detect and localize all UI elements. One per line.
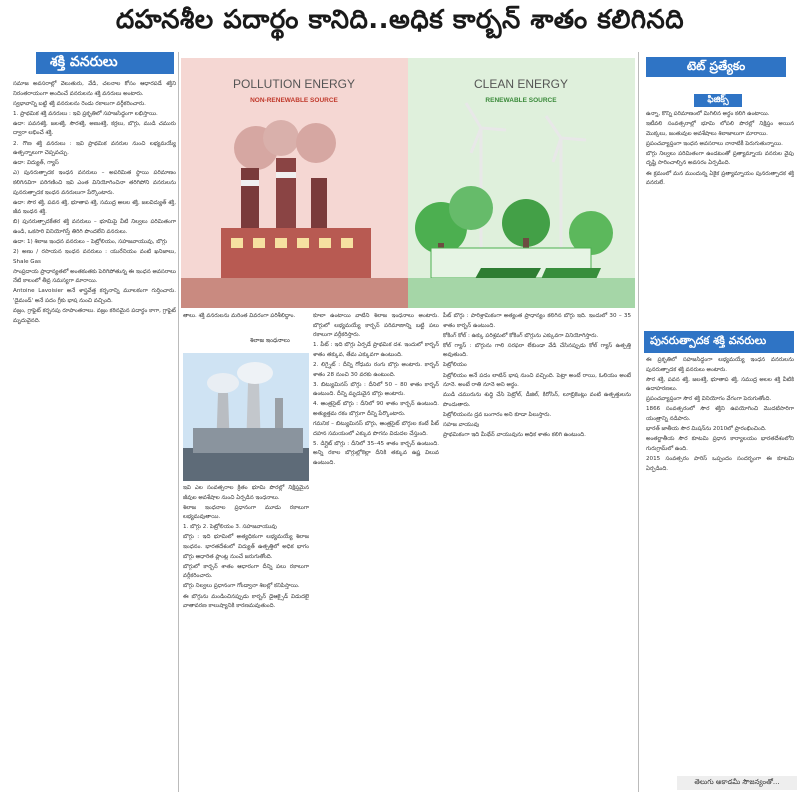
paragraph: భారత్ జాతీయ సౌర మిషన్‌ను 2010లో ప్రారంభించింది. — [646, 426, 767, 433]
paragraph: ఎ) పునరుత్పాదక ఇంధన వనరులు – అపరిమిత స్థాయి పరిమాణం కలిగినవిగా పరిగణించి ఇవి ఎంత వినియోగించినా తరిగిపోని వనరులను పునరుత్పాదక ఇంధన వనరులుగా పేర్కొంటారు. — [13, 170, 176, 196]
paragraph: బొగ్గు : ఇది భూమిలో అత్యధికంగా లభ్యమయ్యే శిలాజ ఇంధనం. భారతదేశంలో విద్యుత్ ఉత్పత్తిలో అధిక భాగం బొగ్గు ఆధారిత ప్లాంట్ల నుంచే జరుగుతోంది. — [183, 534, 309, 560]
paragraph: ఉదా: సౌర శక్తి, పవన శక్తి, భూతాప శక్తి, సముద్ర అలల శక్తి, జలవిద్యుత్ శక్తి, జీవ ఇంధన శక్తి. — [13, 199, 176, 216]
clean-energy-title: CLEAN ENERGY — [473, 77, 569, 91]
middle-col-a — [183, 484, 309, 792]
renewable-subtitle: RENEWABLE SOURCE — [485, 97, 557, 104]
section-label-renewable: పునరుత్పాదక శక్తి వనరులు — [644, 331, 794, 353]
paragraph: సహజ వాయువు — [443, 422, 480, 429]
paragraph: ప్రపంచవ్యాప్తంగా ఇంధన అవసరాలు నానాటికీ పెరుగుతున్నాయి. — [646, 140, 783, 147]
footer-credit: తెలుగు అకాడమీ సౌజన్యంతో... — [677, 776, 797, 790]
paragraph: 1. పీట్ : ఇది బొగ్గు ఏర్పడే ప్రాథమిక దశ. ఇందులో కార్బన్ శాతం తక్కువ, తేమ ఎక్కువగా ఉంటుంది. — [313, 342, 439, 358]
left-column-text — [13, 80, 176, 792]
paragraph: ఇవి ఎల సంవత్సరాల క్రితం భూమి పొరల్లో నిక్షిప్తమైన జీవుల అవశేషాల నుంచి ఏర్పడిన ఇంధనాలు. — [183, 485, 309, 501]
photo-caption: శిలాజ ఇంధనాలు — [250, 337, 290, 344]
paragraph: వజ్రం, గ్రాఫైట్ కర్బనపు రూపాంతరాలు. వజ్రం కఠినమైన పదార్థం కాగా, గ్రాఫైట్ మృదువైనది. — [13, 308, 176, 324]
column-divider — [638, 52, 639, 792]
paragraph: పెట్రోలియంను ద్రవ బంగారం అని కూడా పిలుస్తారు. — [443, 411, 552, 418]
paragraph: 5. డిగ్గైట్ బొగ్గు : దీనిలో 35–45 శాతం కార్బన్ ఉంటుంది. అన్ని రకాల బొగ్గుల్లోకెల్లా దీనికి తక్కువ ఉష్ణ విలువ ఉంటుంది. — [313, 440, 439, 466]
paragraph: ఈ క్రమంలో మన ముందున్న ఏకైక ప్రత్యామ్నాయం పునరుత్పాదక శక్తి వనరులే. — [646, 170, 794, 187]
paragraph: తాలు. శక్తి వనరులను మరింత వివరంగా పరిశీలిద్దాం. — [183, 313, 296, 319]
paragraph: ఉదా: విద్యుత్, గ్యాస్ — [13, 160, 59, 167]
paragraph: Antoine Lavoisier అనే శాస్త్రవేత్త కర్బనాన్ని మూలకంగా గుర్తించారు. 'డైమండ్' అనే పదం గ్రీకు భాష నుంచి వచ్చింది. — [13, 288, 176, 305]
headline: దహనశీల పదార్థం కానిది..అధిక కార్బన్ శాతం కలిగినది — [115, 5, 685, 35]
paragraph: సాంప్రదాయ ప్రాధాన్యతలో అంతకంతకు పెరిగిపోతున్న ఈ ఇంధన అవసరాలు నేటి కాలంలో తీవ్ర సమస్యగా మారాయి. — [13, 268, 176, 285]
paragraph: ప్రాథమికంగా ఇది మీథేన్ వాయువును అధిక శాతం కలిగి ఉంటుంది. — [443, 432, 586, 439]
column-divider — [178, 52, 179, 792]
paragraph: పెట్రోలియం అనే పదం లాటిన్ భాష నుంచి వచ్చింది. పెట్రా అంటే రాయి, ఓలియం అంటే నూనె. అంటే రాతి నూనె అని అర్థం. — [443, 372, 631, 389]
paragraph: 1. బొగ్గు 2. పెట్రోలియం 3. సహజవాయువు — [183, 524, 277, 531]
paragraph: సమాజ అవసరాల్లో వెలుతురు, వేడి, చలనాల కోసం ఆధారపడే శక్తిని నిరంతరాయంగా అందించే వనరులను శక్తి వనరులు అంటారు. — [13, 81, 176, 97]
middle-col-c — [443, 312, 631, 792]
paragraph: 4. ఆంత్రసైట్ బొగ్గు : దీనిలో 90 శాతం కార్బన్ ఉంటుంది. అత్యుత్తమ రకం బొగ్గుగా దీన్ని పేర్కొంటారు. — [313, 401, 439, 417]
paragraph: గమనిక – బిట్యుమినస్ బొగ్గు, ఆంత్రసైట్ బొగ్గుల కంటే పీట్ దహన సమయంలో ఎక్కువ పొగను విడుదల చేస్తుంది. — [313, 421, 439, 437]
paragraph: 2) అణు / రసాయన ఇంధన వనరులు : యురేనియం వంటి ఖనిజాలు, Shale Gas — [13, 249, 176, 265]
paragraph: కోల్ గ్యాస్ : బొగ్గును గాలి సరఫరా లేకుండా వేడి చేసినప్పుడు కోల్ గ్యాస్ ఉత్పత్తి అవుతుంది. — [443, 342, 631, 359]
middle-col-b — [313, 312, 439, 792]
paragraph: ఇటీవలి సంవత్సరాల్లో భూమి లోపలి పొరల్లో నిక్షిప్తం అయిన మొక్కలు, జంతువుల అవశేషాలు శిలాజాలుగా మారాయి. — [646, 121, 794, 137]
physics-subtag: ఫిజిక్స్ — [694, 94, 742, 107]
paragraph: అంతర్జాతీయ సౌర కూటమి ప్రధాన కార్యాలయం భారతదేశంలోని గురుగ్రామ్‌లో ఉంది. — [646, 436, 794, 452]
paragraph: 1866 సంవత్సరంలో సౌర శక్తిని ఉపయోగించి మొదటిసారిగా యంత్రాన్ని నడిపారు. — [646, 406, 794, 423]
middle-col-a-top — [183, 312, 309, 352]
paragraph: ఉదా: 1) శిలాజ ఇంధన వనరులు – పెట్రోలియం, సహజవాయువు, బొగ్గు — [13, 239, 168, 245]
paragraph: పీట్ బొగ్గు : పారిశ్రామికంగా అత్యంత ప్రాధాన్యం కలిగిన బొగ్గు ఇది. ఇందులో 30 – 35 శాతం కార్బన్ ఉంటుంది. — [443, 313, 631, 329]
paragraph: పెట్రోలియం — [443, 362, 467, 369]
paragraph: 2. గౌణ శక్తి వనరులు : ఇవి ప్రాథమిక వనరుల నుంచి లభ్యమయ్యే ఉత్పన్నాలుగా చెప్పవచ్చు. — [13, 140, 176, 157]
paragraph: కూలా ఉంటాయి వాటిని శిలాజ ఇంధనాలు అంటారు. బొగ్గులో లభ్యమయ్యే కార్బన్ పరిమాణాన్ని బట్టి పలు రకాలుగా వర్గీకరిస్తారు. — [313, 313, 439, 339]
right-col-bottom — [646, 356, 794, 771]
section-label-energy-sources: శక్తి వనరులు — [36, 52, 174, 74]
pollution-energy-title: POLLUTION ENERGY — [232, 77, 356, 91]
paragraph: బొగ్గు నిల్వలు ప్రధానంగా గోండ్వానా శిలల్లో కనిపిస్తాయి. — [183, 583, 300, 590]
right-col-top — [646, 110, 794, 325]
power-plant-photo — [183, 353, 309, 481]
paragraph: ఈ ప్రకృతిలో సహజసిద్ధంగా లభ్యమయ్యే ఇంధన వనరులను పునరుత్పాదక శక్తి వనరులు అంటారు. — [646, 357, 794, 373]
paragraph: స్వభావాన్ని బట్టి శక్తి వనరులను రెండు రకాలుగా వర్గీకరించారు. — [13, 100, 146, 107]
paragraph: 2015 సంవత్సరం పారిస్ ఒప్పందం సందర్భంగా ఈ కూటమి ఏర్పడింది. — [646, 455, 794, 472]
paragraph: శిలాజ ఇంధనాల ప్రధానంగా మూడు రకాలుగా లభ్యమవుతాయి. — [183, 504, 309, 521]
pollution-vs-clean-energy-illustration — [181, 58, 635, 308]
paragraph: ముడి చమురును శుద్ధి చేసి పెట్రోల్, డీజిల్, కిరోసిన్, లూబ్రికెంట్లు వంటి ఉత్పత్తులను పొందుతారు. — [443, 392, 631, 408]
paragraph: 3. బిట్యుమినస్ బొగ్గు : దీనిలో 50 – 80 శాతం కార్బన్ ఉంటుంది. దీన్ని మృదువైన బొగ్గు అంటారు. — [313, 381, 439, 398]
paragraph: సౌర శక్తి, పవన శక్తి, జలశక్తి, భూతాప శక్తి, సముద్ర అలల శక్తి వీటికి ఉదాహరణలు. — [646, 376, 794, 393]
paragraph: ప్రపంచవ్యాప్తంగా సౌర శక్తి వినియోగం వేగంగా పెరుగుతోంది. — [646, 396, 772, 403]
paragraph: బొగ్గు నిల్వలు పరిమితంగా ఉండటంతో ప్రత్యామ్నాయ వనరుల వైపు దృష్టి సారించాల్సిన అవసరం ఏర్పడింది. — [646, 150, 794, 167]
paragraph: ఈ బొగ్గును మండించినప్పుడు కార్బన్ డైఆక్సైడ్ విడుదలై వాతావరణ కాలుష్యానికి కారణమవుతుంది. — [183, 593, 309, 610]
paragraph: 2. లిగ్నైట్ : దీన్ని గోధుమ రంగు బొగ్గు అంటారు. కార్బన్ శాతం 28 నుంచి 30 వరకు ఉంటుంది. — [313, 361, 439, 378]
paragraph: ఉదా: పవనశక్తి, జలశక్తి, సౌరశక్తి, అణుశక్తి, కర్రలు, బొగ్గు, ముడి చమురు ద్వారా లభించే శక్తి. — [13, 120, 176, 137]
paragraph: బొగ్గులో కార్బన్ శాతం ఆధారంగా దీన్ని పలు రకాలుగా వర్గీకరించారు. — [183, 563, 309, 580]
paragraph: 1. ప్రాథమిక శక్తి వనరులు : ఇవి ప్రకృతిలో సహజసిద్ధంగా లభిస్తాయి. — [13, 110, 158, 117]
non-renewable-subtitle: NON-RENEWABLE SOURCE — [250, 97, 338, 104]
paragraph: కోకింగ్ కోల్ : ఉక్కు పరిశ్రమలో కోకింగ్ బొగ్గును ఎక్కువగా వినియోగిస్తారు. — [443, 332, 599, 339]
paragraph: బి) పునరుత్పాదకేతర శక్తి వనరులు – భూమిపై వీటి నిల్వలు పరిమితంగా ఉండి, ఒకసారి వినియోగిస్తే తిరిగి పొందలేని వనరులు. — [13, 219, 176, 235]
paragraph: ఉన్నా, కొన్ని పరిమాణంలో మిగిలిన అర్థం కలిగి ఉంటాయి. — [646, 111, 770, 117]
tet-special-tag: టెట్ ప్రత్యేకం — [646, 57, 786, 77]
